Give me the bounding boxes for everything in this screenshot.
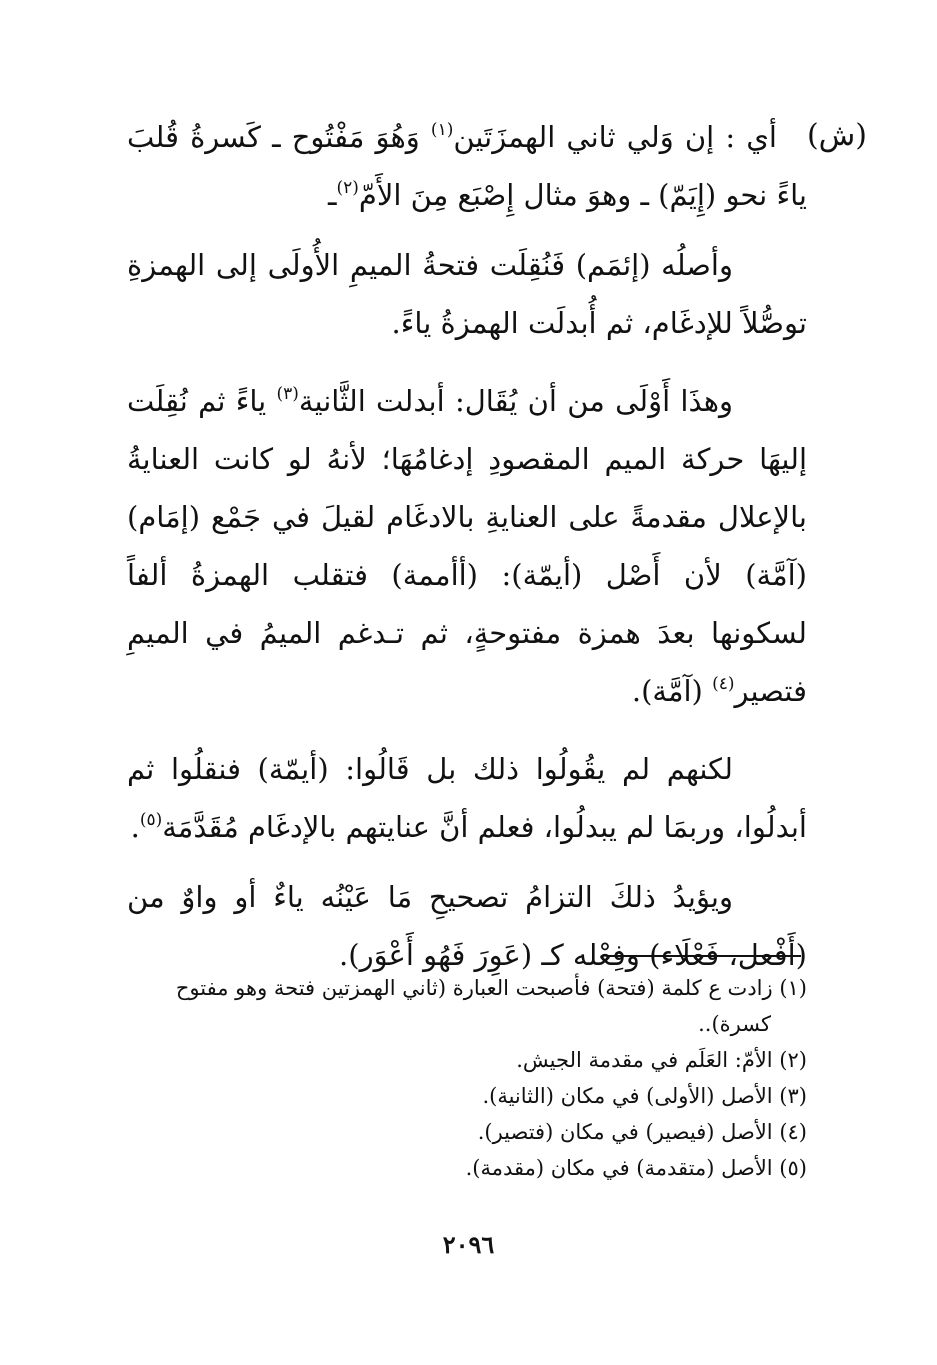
- footnote-ref-3[interactable]: (٣): [276, 384, 299, 404]
- footnote-5: (٥) الأصل (متقدمة) في مكان (مقدمة).: [465, 1156, 807, 1180]
- footnote-2: (٢) الأمّ: العَلَم في مقدمة الجيش.: [516, 1048, 807, 1072]
- footnote-ref-4[interactable]: (٤): [712, 674, 735, 694]
- footnote-ref-2[interactable]: (٢): [336, 178, 359, 198]
- text-run: أي : إن وَلي ثاني الهمزَتَين: [453, 120, 777, 154]
- paragraph-5: [127, 868, 807, 984]
- paragraph-1: [127, 108, 807, 224]
- paragraph-2: [127, 236, 807, 352]
- text-run: ـ: [327, 178, 337, 212]
- footnote-1: (١) زادت ع كلمة (فتحة) فأصبحت العبارة (ثاني الهمزتين فتحة وهو مفتوح كسرة)..: [175, 976, 807, 1036]
- text-run: لكنهم لم يقُولُوا ذلك بل قَالُوا: (أيمّة) فنقلُوا ثم أبدلُوا، وربمَا لم يبدلُوا، فعلم أنَّ عنايتهم بالإدغَام مُقَدَّمَة: [127, 752, 807, 844]
- footnote-separator: [608, 955, 801, 957]
- footnote-ref-1[interactable]: (١): [430, 120, 454, 140]
- main-text: [127, 108, 807, 984]
- footnote-ref-5[interactable]: (٥): [139, 810, 163, 830]
- paragraph-3: [127, 372, 807, 720]
- footnote-4: (٤) الأصل (فيصير) في مكان (فتصير).: [477, 1120, 807, 1144]
- text-run: وأصلُه (إئمَم) فَنُقِلَت فتحةُ الميمِ الأُولَى إلى الهمزةِ توصُّلاً للإدغَام، ثم أُبدلَت الهمزةُ ياءً.: [127, 248, 807, 340]
- commentary-marker: (ش): [806, 118, 867, 153]
- text-run: وهذَا أَوْلَى من أن يُقَال: أبدلت الثَّانية: [298, 384, 733, 418]
- footnote-3: (٣) الأصل (الأولى) في مكان (الثانية).: [482, 1084, 807, 1108]
- text-run: (آمَّة).: [631, 674, 713, 708]
- page-number: ٢٠٩٦: [442, 1230, 495, 1259]
- text-run: وَهُوَ مَفْتُوح ـ كَسرةُ قُلبَ ياءً نحو (إِيَمّ) ـ وهوَ مثال إِصْبَع مِنَ الأَمّ: [127, 120, 807, 212]
- paragraph-4: [127, 740, 807, 856]
- text-run: .: [130, 810, 140, 844]
- text-run: ياءً ثم نُقِلَت إليهَا حركة الميم المقصودِ إدغامُهَا؛ لأنهُ لو كانت العنايةُ بالإعلال مقدمةً على العنايةِ بالادغَام لقيلَ في جَمْع (إمَام) (آمَّة) لأن أَصْل (أيمّة): (أأممة) فتقلب الهمزةُ ألفاً لسكونها بعدَ همزة مفتوحةٍ، ثم تـدغم الميمُ في الميمِ فتصير: [127, 384, 807, 708]
- footnotes: [127, 970, 807, 1186]
- text-run: ويؤيدُ ذلكَ التزامُ تصحيحِ مَا عَيْنُه ياءٌ أو واوٌ من (أَفْعل، فَعْلَاء) وفِعْله كـ (عَوِرَ فَهُو أَعْوَر).: [127, 880, 807, 972]
